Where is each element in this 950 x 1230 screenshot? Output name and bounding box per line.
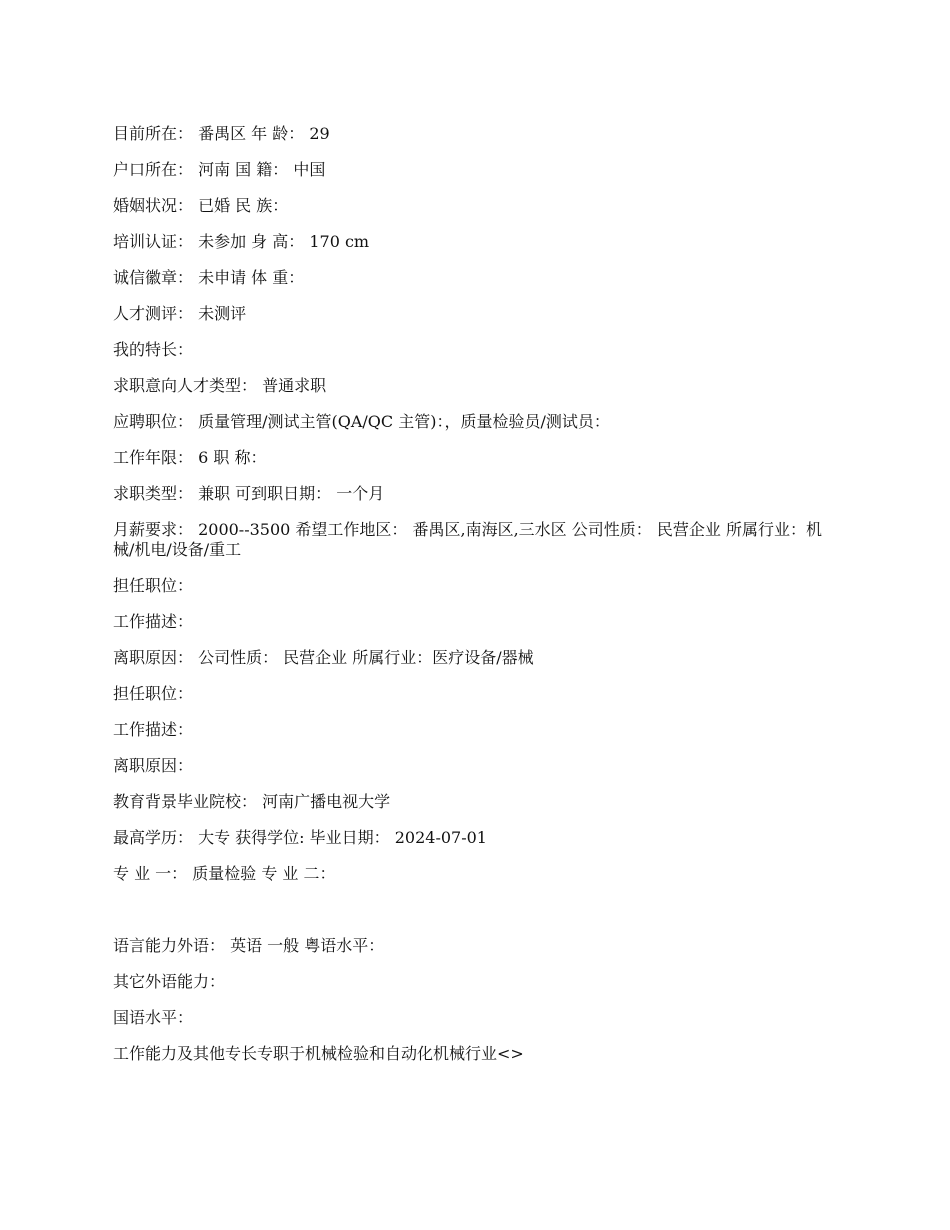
job-type-line: 求职类型： 兼职 可到职日期： 一个月 xyxy=(113,484,385,503)
major-line: 专 业 一： 质量检验 专 业 二： xyxy=(113,864,336,883)
training-certification-line: 培训认证： 未参加 身 高： 170 cm xyxy=(113,232,370,251)
highest-degree-line: 最高学历： 大专 获得学位: 毕业日期： 2024-07-01 xyxy=(113,828,487,847)
talent-assessment-line: 人才测评： 未测评 xyxy=(113,304,247,323)
salary-requirement-line: 月薪要求： 2000--3500 希望工作地区： 番禺区,南海区,三水区 公司性质： 民营企业 所属行业：机械/机电/设备/重工 xyxy=(113,520,822,559)
job-intention-line: 求职意向人才类型： 普通求职 xyxy=(113,376,327,395)
resume-document xyxy=(113,124,843,1080)
job-description-line-2: 工作描述： xyxy=(113,720,194,739)
education-background-line: 教育背景毕业院校： 河南广播电视大学 xyxy=(113,792,391,811)
mandarin-level-line: 国语水平： xyxy=(113,1008,194,1027)
marital-status-line: 婚姻状况： 已婚 民 族： xyxy=(113,196,289,215)
applied-position-line: 应聘职位： 质量管理/测试主管(QA/QC 主管)：，质量检验员/测试员： xyxy=(113,412,610,431)
specialty-line: 我的特长： xyxy=(113,340,194,359)
position-held-line-2: 担任职位： xyxy=(113,684,194,703)
current-location-line: 目前所在： 番禺区 年 龄： 29 xyxy=(113,124,330,143)
leaving-reason-line-1: 离职原因： 公司性质： 民营企业 所属行业：医疗设备/器械 xyxy=(113,648,534,667)
section-gap xyxy=(113,900,843,936)
integrity-badge-line: 诚信徽章： 未申请 体 重： xyxy=(113,268,305,287)
other-language-line: 其它外语能力： xyxy=(113,972,226,991)
language-ability-line: 语言能力外语： 英语 一般 粤语水平： xyxy=(113,936,385,955)
position-held-line-1: 担任职位： xyxy=(113,576,194,595)
job-description-line-1: 工作描述： xyxy=(113,612,194,631)
work-ability-line: 工作能力及其他专长专职于机械检验和自动化机械行业<> xyxy=(113,1044,524,1063)
leaving-reason-line-2: 离职原因： xyxy=(113,756,194,775)
household-registration-line: 户口所在： 河南 国 籍： 中国 xyxy=(113,160,326,179)
work-years-line: 工作年限： 6 职 称： xyxy=(113,448,267,467)
